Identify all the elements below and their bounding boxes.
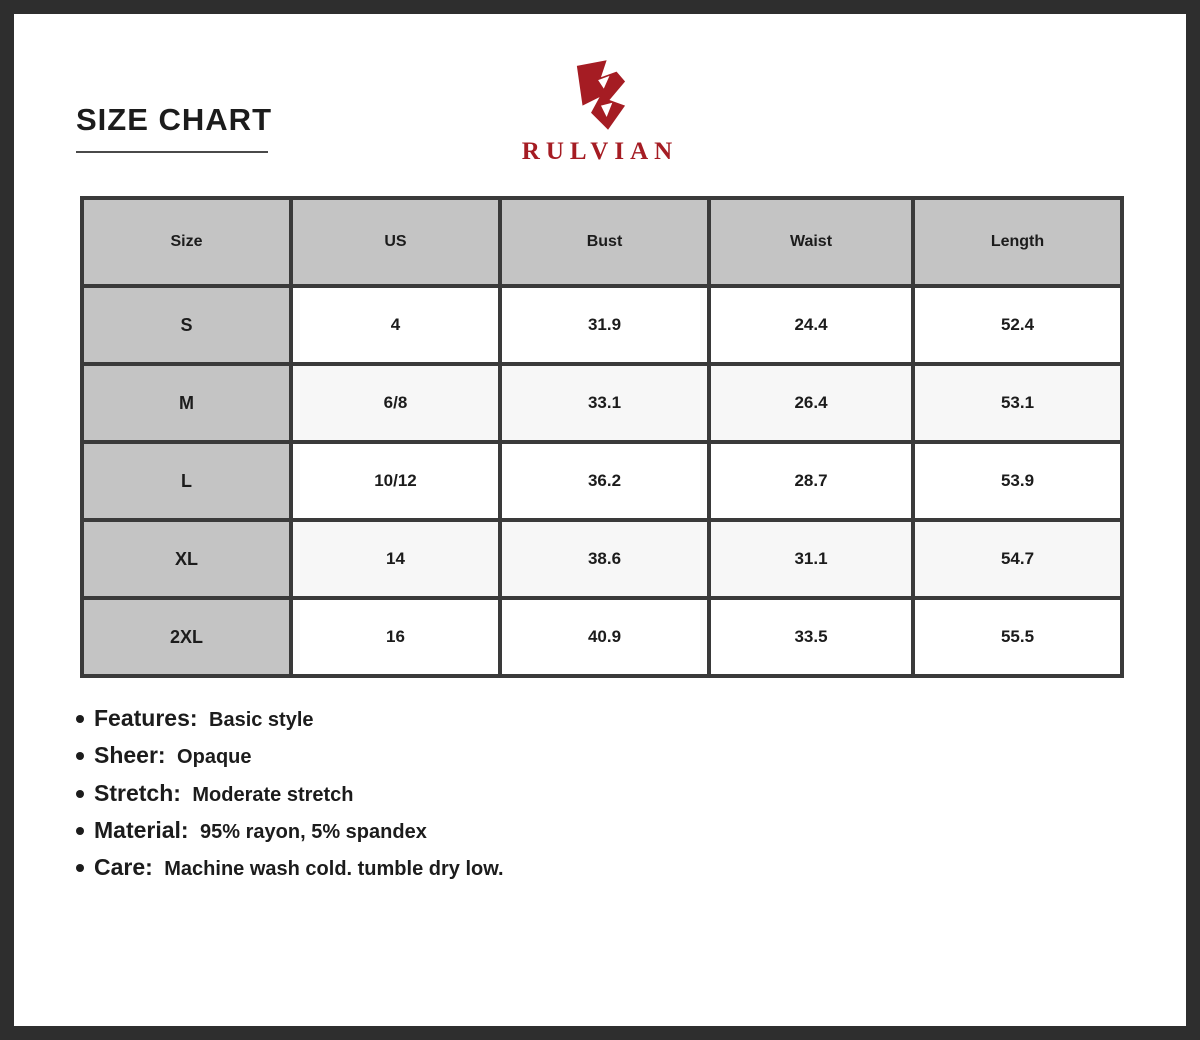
note-label: Features: bbox=[94, 705, 198, 731]
cell-us: 10/12 bbox=[293, 444, 498, 518]
table-row bbox=[84, 366, 1120, 440]
cell-length: 53.1 bbox=[915, 366, 1120, 440]
cell-size: 2XL bbox=[84, 600, 289, 674]
cell-bust: 31.9 bbox=[502, 288, 707, 362]
cell-waist: 28.7 bbox=[711, 444, 911, 518]
cell-size: S bbox=[84, 288, 289, 362]
header bbox=[76, 44, 1124, 184]
note-value: Moderate stretch bbox=[192, 783, 354, 806]
note-value: Machine wash cold. tumble dry low. bbox=[164, 858, 504, 881]
cell-us: 6/8 bbox=[293, 366, 498, 440]
page-title: SIZE CHART bbox=[76, 102, 272, 137]
note-value: Basic style bbox=[209, 709, 314, 731]
cell-us: 4 bbox=[293, 288, 498, 362]
list-item bbox=[68, 818, 1124, 843]
column-header-waist: Waist bbox=[711, 200, 911, 284]
size-chart-table bbox=[80, 196, 1124, 678]
column-header-bust: Bust bbox=[502, 200, 707, 284]
note-value: Opaque bbox=[177, 746, 252, 769]
cell-waist: 26.4 bbox=[711, 366, 911, 440]
cell-length: 54.7 bbox=[915, 522, 1120, 596]
note-label: Material: bbox=[94, 816, 189, 843]
column-header-size: Size bbox=[84, 200, 289, 284]
cell-bust: 36.2 bbox=[502, 444, 707, 518]
cell-waist: 31.1 bbox=[711, 522, 911, 596]
title-block bbox=[76, 104, 272, 153]
title-underline bbox=[76, 151, 268, 153]
table-header-row bbox=[84, 200, 1120, 284]
cell-size: XL bbox=[84, 522, 289, 596]
table-row bbox=[84, 288, 1120, 362]
table-row bbox=[84, 444, 1120, 518]
note-label: Sheer: bbox=[94, 742, 166, 769]
cell-size: M bbox=[84, 366, 289, 440]
cell-bust: 33.1 bbox=[502, 366, 707, 440]
cell-bust: 40.9 bbox=[502, 600, 707, 674]
note-label: Care: bbox=[94, 854, 153, 881]
table-row bbox=[84, 522, 1120, 596]
size-chart-sheet bbox=[14, 14, 1186, 1026]
note-label: Stretch: bbox=[94, 779, 181, 806]
column-header-us: US bbox=[293, 200, 498, 284]
cell-size: L bbox=[84, 444, 289, 518]
rulvian-r-monogram-icon bbox=[557, 56, 642, 134]
table-row bbox=[84, 600, 1120, 674]
list-item bbox=[68, 743, 1124, 768]
note-value: 95% rayon, 5% spandex bbox=[200, 820, 427, 843]
column-header-length: Length bbox=[915, 200, 1120, 284]
list-item bbox=[68, 855, 1124, 880]
cell-waist: 24.4 bbox=[711, 288, 911, 362]
list-item bbox=[68, 781, 1124, 806]
cell-length: 52.4 bbox=[915, 288, 1120, 362]
list-item bbox=[68, 706, 1124, 731]
cell-length: 53.9 bbox=[915, 444, 1120, 518]
brand-logo bbox=[470, 56, 730, 166]
cell-us: 14 bbox=[293, 522, 498, 596]
brand-name: RULVIAN bbox=[521, 138, 679, 165]
cell-waist: 33.5 bbox=[711, 600, 911, 674]
cell-bust: 38.6 bbox=[502, 522, 707, 596]
product-notes-list bbox=[68, 706, 1124, 880]
cell-us: 16 bbox=[293, 600, 498, 674]
cell-length: 55.5 bbox=[915, 600, 1120, 674]
